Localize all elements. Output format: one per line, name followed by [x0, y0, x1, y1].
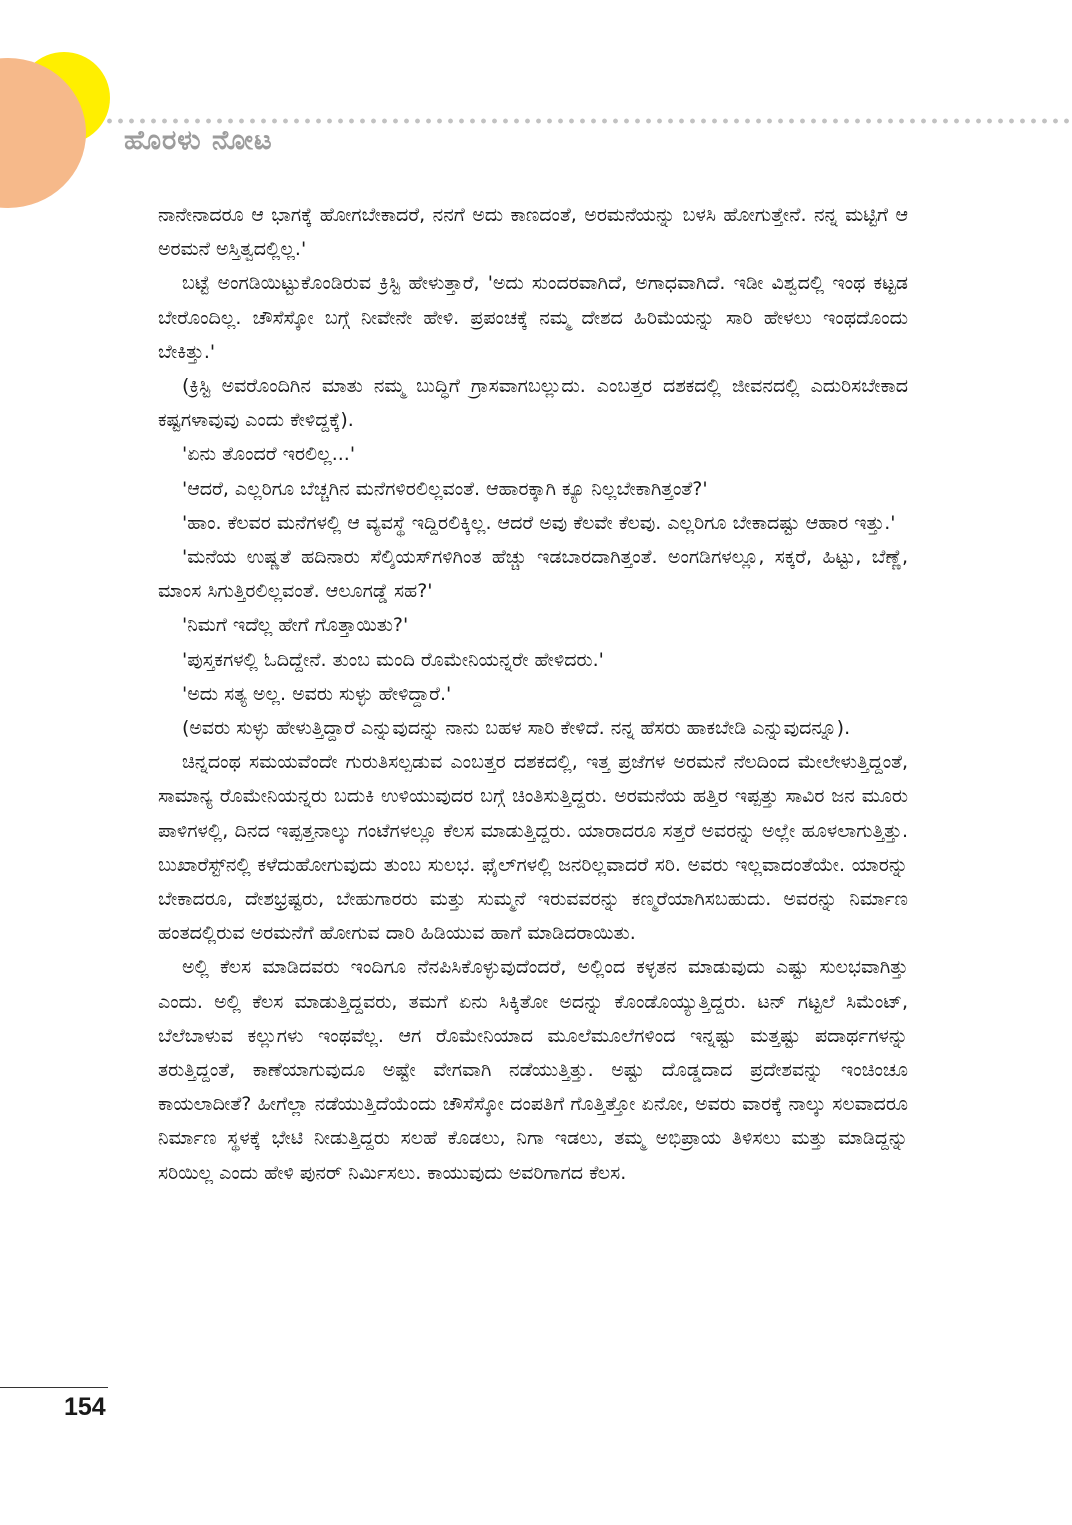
- paragraph: ನಾನೇನಾದರೂ ಆ ಭಾಗಕ್ಕೆ ಹೋಗಬೇಕಾದರೆ, ನನಗೆ ಅದು ಕಾಣದಂತೆ, ಅರಮನೆಯನ್ನು ಬಳಸಿ ಹೋಗುತ್ತೇನೆ. ನನ್ನ ಮಟ್ಟಿಗೆ ಆ ಅರಮನೆ ಅಸ್ತಿತ್ವದಲ್ಲಿಲ್ಲ.': [158, 204, 908, 261]
- section-header: ಹೊರಳು ನೋಟ: [124, 125, 273, 156]
- paragraph: ಚಿನ್ನದಂಥ ಸಮಯವೆಂದೇ ಗುರುತಿಸಲ್ಪಡುವ ಎಂಬತ್ತರ ದಶಕದಲ್ಲಿ, ಇತ್ತ ಪ್ರಜೆಗಳ ಅರಮನೆ ನೆಲದಿಂದ ಮೇಲೇಳುತ್ತಿದ್ದಂತೆ, ಸಾಮಾನ್ಯ ರೊಮೇನಿಯನ್ನರು ಬದುಕಿ ಉಳಿಯುವುದರ ಬಗ್ಗೆ ಚಿಂತಿಸುತ್ತಿದ್ದರು. ಅರಮನೆಯ ಹತ್ತಿರ ಇಪ್ಪತ್ತು ಸಾವಿರ ಜನ ಮೂರು ಪಾಳಿಗಳಲ್ಲಿ, ದಿನದ ಇಪ್ಪತ್ತನಾಲ್ಕು ಗಂಟೆಗಳಲ್ಲೂ ಕೆಲಸ ಮಾಡುತ್ತಿದ್ದರು. ಯಾರಾದರೂ ಸತ್ತರೆ ಅವರನ್ನು ಅಲ್ಲೇ ಹೂಳಲಾಗುತ್ತಿತ್ತು. ಬುಖಾರೆಸ್ಟ್‌ನಲ್ಲಿ ಕಳೆದುಹೋಗುವುದು ತುಂಬ ಸುಲಭ. ಫೈಲ್‌ಗಳಲ್ಲಿ ಜನರಿಲ್ಲವಾದರೆ ಸರಿ. ಅವರು ಇಲ್ಲವಾದಂತೆಯೇ. ಯಾರನ್ನು ಬೇಕಾದರೂ, ದೇಶಭ್ರಷ್ಟರು, ಬೇಹುಗಾರರು ಮತ್ತು ಸುಮ್ಮನೆ ಇರುವವರನ್ನು ಕಣ್ಮರೆಯಾಗಿಸಬಹುದು. ಅವರನ್ನು ನಿರ್ಮಾಣ ಹಂತದಲ್ಲಿರುವ ಅರಮನೆಗೆ ಹೋಗುವ ದಾರಿ ಹಿಡಿಯುವ ಹಾಗೆ ಮಾಡಿದರಾಯಿತು.: [158, 751, 908, 945]
- paragraph: 'ಹಾಂ. ಕೆಲವರ ಮನೆಗಳಲ್ಲಿ ಆ ವ್ಯವಸ್ಥೆ ಇದ್ದಿರಲಿಕ್ಕಿಲ್ಲ. ಆದರೆ ಅವು ಕೆಲವೇ ಕೆಲವು. ಎಲ್ಲರಿಗೂ ಬೇಕಾದಷ್ಟು ಆಹಾರ ಇತ್ತು.': [182, 511, 896, 534]
- paragraph: (ಕ್ರಿಸ್ಟಿ ಅವರೊಂದಿಗಿನ ಮಾತು ನಮ್ಮ ಬುದ್ಧಿಗೆ ಗ್ರಾಸವಾಗಬಲ್ಲುದು. ಎಂಬತ್ತರ ದಶಕದಲ್ಲಿ ಜೀವನದಲ್ಲಿ ಎದುರಿಸಬೇಕಾದ ಕಷ್ಟಗಳಾವುವು ಎಂದು ಕೇಳಿದ್ದಕ್ಕೆ).: [158, 375, 908, 432]
- body-text: [158, 198, 908, 1190]
- page-number: 154: [64, 1393, 106, 1421]
- paragraph: 'ಮನೆಯ ಉಷ್ಣತೆ ಹದಿನಾರು ಸೆಲ್ಶಿಯಸ್‌ಗಳಿಗಿಂತ ಹೆಚ್ಚು ಇಡಬಾರದಾಗಿತ್ತಂತೆ. ಅಂಗಡಿಗಳಲ್ಲೂ, ಸಕ್ಕರೆ, ಹಿಟ್ಟು, ಬೆಣ್ಣೆ, ಮಾಂಸ ಸಿಗುತ್ತಿರಲಿಲ್ಲವಂತೆ. ಆಲೂಗಡ್ಡೆ ಸಹ?': [158, 546, 908, 603]
- paragraph: 'ಆದರೆ, ಎಲ್ಲರಿಗೂ ಬೆಚ್ಚಗಿನ ಮನೆಗಳಿರಲಿಲ್ಲವಂತೆ. ಆಹಾರಕ್ಕಾಗಿ ಕ್ಯೂ ನಿಲ್ಲಬೇಕಾಗಿತ್ತಂತೆ?': [182, 477, 708, 500]
- paragraph: 'ಏನು ತೊಂದರೆ ಇರಲಿಲ್ಲ...': [182, 443, 356, 466]
- paragraph: 'ನಿಮಗೆ ಇದೆಲ್ಲ ಹೇಗೆ ಗೊತ್ತಾಯಿತು?': [182, 614, 409, 637]
- paragraph: 'ಪುಸ್ತಕಗಳಲ್ಲಿ ಓದಿದ್ದೇನೆ. ತುಂಬ ಮಂದಿ ರೊಮೇನಿಯನ್ನರೇ ಹೇಳಿದರು.': [182, 648, 604, 671]
- paragraph: ಅಲ್ಲಿ ಕೆಲಸ ಮಾಡಿದವರು ಇಂದಿಗೂ ನೆನಪಿಸಿಕೊಳ್ಳುವುದೆಂದರೆ, ಅಲ್ಲಿಂದ ಕಳ್ಳತನ ಮಾಡುವುದು ಎಷ್ಟು ಸುಲಭವಾಗಿತ್ತು ಎಂದು. ಅಲ್ಲಿ ಕೆಲಸ ಮಾಡುತ್ತಿದ್ದವರು, ತಮಗೆ ಏನು ಸಿಕ್ಕಿತೋ ಅದನ್ನು ಕೊಂಡೊಯ್ಯುತ್ತಿದ್ದರು. ಟನ್ ಗಟ್ಟಲೆ ಸಿಮೆಂಟ್, ಬೆಲೆಬಾಳುವ ಕಲ್ಲುಗಳು ಇಂಥವೆಲ್ಲ. ಆಗ ರೊಮೇನಿಯಾದ ಮೂಲೆಮೂಲೆಗಳಿಂದ ಇನ್ನಷ್ಟು ಮತ್ತಷ್ಟು ಪದಾರ್ಥಗಳನ್ನು ತರುತ್ತಿದ್ದಂತೆ, ಕಾಣೆಯಾಗುವುದೂ ಅಷ್ಟೇ ವೇಗವಾಗಿ ನಡೆಯುತ್ತಿತ್ತು. ಅಷ್ಟು ದೊಡ್ಡದಾದ ಪ್ರದೇಶವನ್ನು ಇಂಚಿಂಚೂ ಕಾಯಲಾದೀತೆ? ಹೀಗೆಲ್ಲಾ ನಡೆಯುತ್ತಿದೆಯೆಂದು ಚೌಸೆಸ್ಕೋ ದಂಪತಿಗೆ ಗೊತ್ತಿತ್ತೋ ಏನೋ, ಅವರು ವಾರಕ್ಕೆ ನಾಲ್ಕು ಸಲವಾದರೂ ನಿರ್ಮಾಣ ಸ್ಥಳಕ್ಕೆ ಭೇಟಿ ನೀಡುತ್ತಿದ್ದರು ಸಲಹೆ ಕೊಡಲು, ನಿಗಾ ಇಡಲು, ತಮ್ಮ ಅಭಿಪ್ರಾಯ ತಿಳಿಸಲು ಮತ್ತು ಮಾಡಿದ್ದನ್ನು ಸರಿಯಿಲ್ಲ ಎಂದು ಹೇಳಿ ಪುನರ್ ನಿರ್ಮಿಸಲು. ಕಾಯುವುದು ಅವರಿಗಾಗದ ಕೆಲಸ.: [158, 956, 908, 1184]
- paragraph: (ಅವರು ಸುಳ್ಳು ಹೇಳುತ್ತಿದ್ದಾರೆ ಎನ್ನುವುದನ್ನು ನಾನು ಬಹಳ ಸಾರಿ ಕೇಳಿದೆ. ನನ್ನ ಹೆಸರು ಹಾಕಬೇಡಿ ಎನ್ನುವುದನ್ನೂ).: [182, 717, 851, 740]
- footer-rule: [0, 1387, 108, 1388]
- dotted-header-rule: [104, 118, 1072, 124]
- paragraph: ಬಟ್ಟೆ ಅಂಗಡಿಯಿಟ್ಟುಕೊಂಡಿರುವ ಕ್ರಿಸ್ಟಿ ಹೇಳುತ್ತಾರೆ, 'ಅದು ಸುಂದರವಾಗಿದೆ, ಅಗಾಧವಾಗಿದೆ. ಇಡೀ ವಿಶ್ವದಲ್ಲಿ ಇಂಥ ಕಟ್ಟಡ ಬೇರೊಂದಿಲ್ಲ. ಚೌಸೆಸ್ಕೋ ಬಗ್ಗೆ ನೀವೇನೇ ಹೇಳಿ. ಪ್ರಪಂಚಕ್ಕೆ ನಮ್ಮ ದೇಶದ ಹಿರಿಮೆಯನ್ನು ಸಾರಿ ಹೇಳಲು ಇಂಥದೊಂದು ಬೇಕಿತ್ತು.': [158, 272, 908, 363]
- paragraph: 'ಅದು ಸತ್ಯ ಅಲ್ಲ. ಅವರು ಸುಳ್ಳು ಹೇಳಿದ್ದಾರೆ.': [182, 682, 452, 705]
